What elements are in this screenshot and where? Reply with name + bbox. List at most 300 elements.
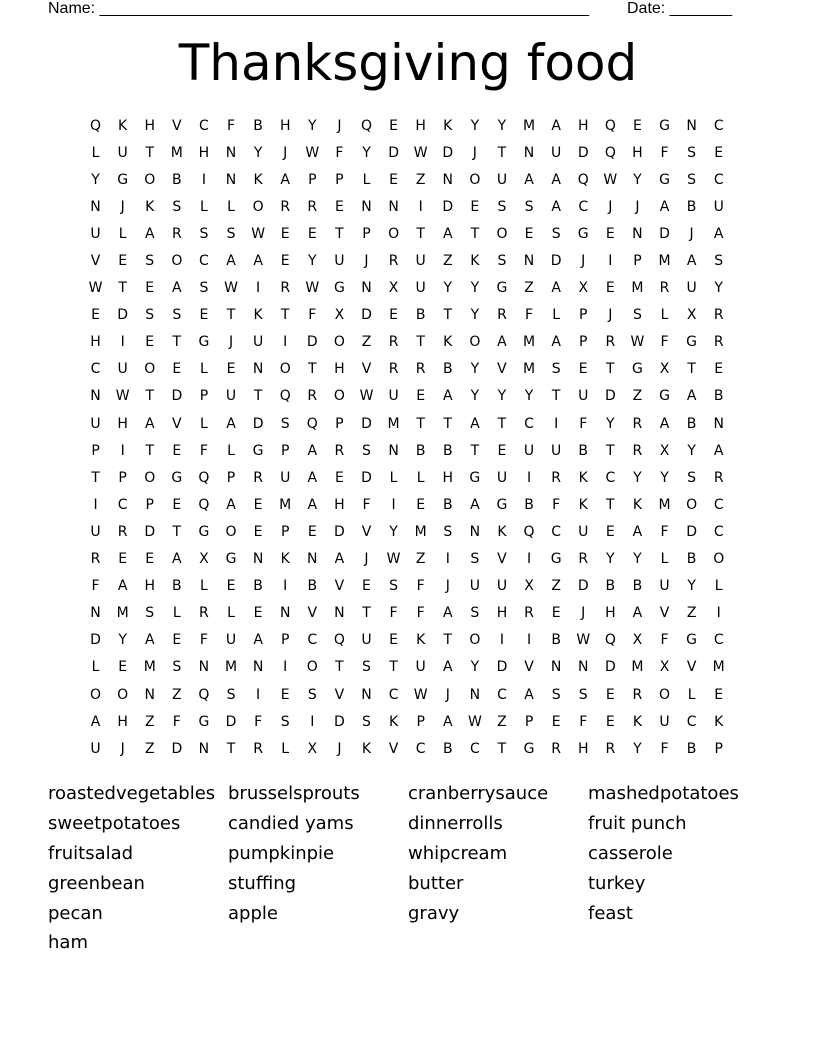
grid-letter: E xyxy=(145,280,155,297)
grid-letter: A xyxy=(524,686,534,703)
grid-letter: A xyxy=(442,388,453,405)
grid-letter: W xyxy=(413,686,428,703)
grid-letter: E xyxy=(253,523,263,540)
grid-letter: B xyxy=(307,578,318,595)
grid-letter: N xyxy=(686,117,697,134)
grid-letter: U xyxy=(90,415,101,432)
grid-letter: U xyxy=(334,253,345,270)
grid-letter: M xyxy=(523,361,536,378)
grid-letter: J xyxy=(337,117,342,134)
grid-letter: K xyxy=(443,117,453,134)
word-list-item: butter xyxy=(408,872,464,894)
grid-letter: S xyxy=(714,253,724,270)
grid-letter: G xyxy=(659,117,670,134)
grid-letter: L xyxy=(552,307,561,324)
grid-letter: N xyxy=(550,659,562,676)
grid-letter: D xyxy=(659,225,670,242)
grid-letter: E xyxy=(172,361,182,378)
grid-letter: E xyxy=(362,578,371,595)
word-list-item: whipcream xyxy=(408,842,508,864)
grid-letter: B xyxy=(713,388,724,405)
grid-letter: N xyxy=(469,686,481,703)
grid-letter: L xyxy=(118,225,127,242)
grid-letter: N xyxy=(523,253,535,270)
grid-letter: R xyxy=(659,280,670,297)
grid-letter: A xyxy=(442,225,453,242)
grid-letter: V xyxy=(497,551,507,568)
grid-letter: H xyxy=(334,496,345,513)
grid-letter: G xyxy=(496,496,508,513)
letter-grid xyxy=(82,112,732,762)
grid-letter: V xyxy=(334,686,345,703)
grid-letter: U xyxy=(117,361,128,378)
grid-letter: I xyxy=(283,334,288,351)
grid-letter: I xyxy=(283,578,288,595)
grid-letter: E xyxy=(145,551,155,568)
grid-letter: C xyxy=(199,253,209,270)
grid-letter: N xyxy=(279,605,291,622)
grid-letter: U xyxy=(415,659,426,676)
grid-letter: T xyxy=(91,469,100,486)
grid-letter: F xyxy=(199,632,208,649)
grid-letter: A xyxy=(497,334,507,351)
grid-letter: F xyxy=(362,496,371,513)
grid-letter: N xyxy=(198,740,210,757)
grid-letter: G xyxy=(198,334,210,351)
grid-letter: O xyxy=(144,361,156,378)
grid-letter: T xyxy=(497,740,507,757)
grid-letter: E xyxy=(497,442,507,459)
grid-letter: U xyxy=(361,632,372,649)
grid-letter: C xyxy=(713,496,724,513)
grid-letter: H xyxy=(577,117,589,134)
grid-letter: U xyxy=(117,144,128,161)
word-list-item: stuffing xyxy=(228,872,297,894)
grid-letter: S xyxy=(226,686,236,703)
page-title: Thanksgiving food xyxy=(178,34,638,92)
grid-letter: P xyxy=(579,334,588,351)
grid-letter: N xyxy=(252,551,264,568)
grid-letter: C xyxy=(90,361,101,378)
grid-letter: U xyxy=(496,578,508,595)
grid-letter: P xyxy=(118,469,127,486)
grid-letter: O xyxy=(279,361,291,378)
grid-letter: R xyxy=(253,740,263,757)
grid-letter: R xyxy=(713,334,724,351)
grid-letter: U xyxy=(713,198,724,215)
word-list-item: sweetpotatoes xyxy=(48,813,181,835)
grid-letter: Q xyxy=(279,388,291,405)
grid-letter: R xyxy=(605,334,616,351)
grid-letter: K xyxy=(497,523,507,540)
grid-letter: B xyxy=(172,171,182,188)
grid-letter: G xyxy=(496,280,508,297)
grid-letter: S xyxy=(578,686,588,703)
grid-letter: T xyxy=(280,307,290,324)
word-list-item: fruit punch xyxy=(588,813,687,835)
grid-letter: N xyxy=(388,442,399,459)
grid-letter: O xyxy=(225,523,237,540)
word-list xyxy=(48,779,768,958)
grid-letter: B xyxy=(253,117,263,134)
grid-letter: E xyxy=(551,605,561,622)
grid-letter: H xyxy=(279,117,291,134)
grid-letter: D xyxy=(577,144,589,161)
grid-letter: M xyxy=(658,496,671,513)
grid-letter: M xyxy=(631,280,644,297)
grid-letter: A xyxy=(686,253,697,270)
grid-letter: E xyxy=(280,686,290,703)
grid-letter: Y xyxy=(660,469,669,486)
grid-letter: M xyxy=(143,659,156,676)
grid-letter: U xyxy=(225,632,237,649)
grid-letter: S xyxy=(199,280,209,297)
grid-letter: A xyxy=(470,415,480,432)
grid-letter: P xyxy=(280,632,290,649)
grid-letter: E xyxy=(91,307,100,324)
grid-letter: E xyxy=(389,307,398,324)
grid-letter: Y xyxy=(687,578,696,595)
word-list-item: dinnerrolls xyxy=(408,813,503,835)
grid-letter: M xyxy=(631,659,644,676)
grid-letter: E xyxy=(118,253,128,270)
grid-letter: P xyxy=(579,307,588,324)
grid-letter: R xyxy=(632,442,643,459)
grid-letter: I xyxy=(526,632,532,649)
grid-letter: U xyxy=(415,253,426,270)
grid-letter: C xyxy=(199,117,209,134)
grid-letter: A xyxy=(117,578,128,595)
grid-letter: H xyxy=(334,361,345,378)
grid-letter: K xyxy=(388,713,399,730)
grid-letter: U xyxy=(578,523,589,540)
grid-letter: B xyxy=(442,496,453,513)
grid-letter: Y xyxy=(91,171,100,188)
grid-letter: S xyxy=(199,225,209,242)
grid-letter: A xyxy=(307,469,318,486)
grid-letter: A xyxy=(551,334,561,351)
grid-letter: H xyxy=(605,605,616,622)
grid-letter: N xyxy=(388,198,399,215)
grid-letter: M xyxy=(523,117,536,134)
grid-letter: T xyxy=(253,388,263,405)
grid-letter: T xyxy=(145,388,155,405)
grid-letter: S xyxy=(551,686,561,703)
grid-letter: R xyxy=(280,280,291,297)
grid-letter: X xyxy=(199,551,209,568)
grid-letter: Z xyxy=(442,253,453,270)
grid-letter: C xyxy=(686,713,697,730)
grid-letter: E xyxy=(714,361,724,378)
grid-letter: A xyxy=(713,225,724,242)
grid-letter: T xyxy=(606,496,615,513)
grid-letter: P xyxy=(524,713,534,730)
name-field[interactable]: Name: _______________________________________________________ xyxy=(48,0,589,17)
header-line xyxy=(48,0,748,20)
grid-letter: Y xyxy=(389,523,398,540)
grid-letter: G xyxy=(659,388,670,405)
grid-letter: K xyxy=(470,253,480,270)
grid-letter: J xyxy=(445,578,450,595)
grid-letter: T xyxy=(389,659,398,676)
grid-letter: J xyxy=(689,225,694,242)
grid-letter: I xyxy=(93,496,98,513)
grid-letter: D xyxy=(604,388,616,405)
grid-letter: A xyxy=(659,198,670,215)
grid-letter: P xyxy=(714,740,723,757)
grid-letter: S xyxy=(145,605,155,622)
grid-letter: I xyxy=(283,659,288,676)
grid-letter: A xyxy=(551,117,561,134)
grid-letter: M xyxy=(116,605,129,622)
grid-letter: E xyxy=(253,496,263,513)
grid-letter: Q xyxy=(360,117,372,134)
grid-letter: D xyxy=(144,523,156,540)
grid-letter: Y xyxy=(470,117,480,134)
grid-letter: E xyxy=(226,578,236,595)
grid-letter: S xyxy=(280,415,290,432)
grid-letter: U xyxy=(496,469,508,486)
grid-letter: Y xyxy=(443,280,453,297)
grid-letter: S xyxy=(362,442,371,459)
grid-letter: Q xyxy=(523,523,535,540)
grid-letter: O xyxy=(659,686,671,703)
grid-letter: S xyxy=(172,307,182,324)
grid-letter: F xyxy=(579,713,588,730)
grid-letter: N xyxy=(713,415,724,432)
grid-letter: N xyxy=(577,659,589,676)
grid-letter: I xyxy=(256,280,261,297)
grid-letter: K xyxy=(361,740,372,757)
grid-letter: B xyxy=(551,632,561,649)
grid-letter: Y xyxy=(497,388,507,405)
grid-letter: D xyxy=(334,713,345,730)
grid-letter: E xyxy=(416,496,426,513)
grid-letter: C xyxy=(524,415,534,432)
grid-letter: N xyxy=(442,171,453,188)
grid-letter: D xyxy=(361,415,372,432)
grid-letter: K xyxy=(145,198,155,215)
grid-letter: Y xyxy=(118,632,127,649)
grid-letter: S xyxy=(172,659,182,676)
grid-letter: F xyxy=(254,713,263,730)
grid-letter: U xyxy=(469,578,480,595)
word-list-item: mashedpotatoes xyxy=(588,783,739,805)
grid-letter: E xyxy=(714,144,724,161)
grid-letter: I xyxy=(256,686,261,703)
grid-letter: J xyxy=(283,144,288,161)
grid-letter: A xyxy=(280,171,290,188)
grid-letter: K xyxy=(578,496,588,513)
grid-letter: M xyxy=(658,253,671,270)
grid-letter: J xyxy=(445,686,450,703)
grid-letter: N xyxy=(252,361,264,378)
grid-letter: A xyxy=(686,388,697,405)
grid-letter: J xyxy=(608,198,613,215)
grid-letter: Y xyxy=(524,388,534,405)
grid-letter: T xyxy=(470,225,480,242)
grid-letter: S xyxy=(470,551,480,568)
grid-letter: P xyxy=(91,442,100,459)
grid-letter: C xyxy=(551,523,562,540)
grid-letter: Z xyxy=(361,334,372,351)
grid-letter: D xyxy=(496,659,508,676)
grid-letter: B xyxy=(253,578,263,595)
grid-letter: O xyxy=(469,171,481,188)
grid-letter: Y xyxy=(497,117,507,134)
grid-letter: C xyxy=(713,171,724,188)
grid-letter: J xyxy=(364,253,369,270)
grid-letter: W xyxy=(224,280,238,297)
grid-letter: Y xyxy=(470,307,480,324)
grid-letter: C xyxy=(497,686,507,703)
grid-letter: B xyxy=(686,198,697,215)
grid-letter: H xyxy=(577,740,589,757)
grid-letter: P xyxy=(335,171,344,188)
grid-letter: P xyxy=(280,442,290,459)
grid-letter: Q xyxy=(198,496,210,513)
grid-letter: G xyxy=(225,551,237,568)
grid-letter: B xyxy=(686,415,697,432)
grid-letter: O xyxy=(469,334,481,351)
grid-letter: O xyxy=(333,388,345,405)
grid-letter: R xyxy=(388,253,399,270)
grid-letter: E xyxy=(172,442,182,459)
grid-letter: O xyxy=(496,225,508,242)
grid-letter: G xyxy=(631,361,643,378)
date-field[interactable]: Date: _______ xyxy=(627,0,732,17)
grid-letter: U xyxy=(90,225,101,242)
grid-letter: H xyxy=(198,144,210,161)
grid-letter: D xyxy=(171,388,183,405)
grid-letter: D xyxy=(442,198,454,215)
grid-letter: E xyxy=(118,551,128,568)
grid-letter: H xyxy=(632,144,643,161)
grid-letter: F xyxy=(335,144,344,161)
grid-letter: O xyxy=(333,334,345,351)
grid-letter: W xyxy=(251,225,266,242)
grid-letter: X xyxy=(524,578,534,595)
grid-letter: Q xyxy=(306,415,318,432)
word-list-item: pecan xyxy=(48,902,103,924)
grid-letter: E xyxy=(253,605,263,622)
grid-letter: T xyxy=(172,334,182,351)
grid-letter: N xyxy=(632,225,643,242)
grid-letter: K xyxy=(416,632,426,649)
grid-letter: J xyxy=(635,198,640,215)
word-list-item: cranberrysauce xyxy=(408,783,549,805)
grid-letter: N xyxy=(90,605,101,622)
grid-letter: T xyxy=(443,415,453,432)
grid-letter: V xyxy=(361,361,372,378)
grid-letter: G xyxy=(333,280,345,297)
grid-letter: R xyxy=(307,198,318,215)
grid-letter: Q xyxy=(198,469,210,486)
grid-letter: K xyxy=(118,117,128,134)
grid-letter: R xyxy=(578,551,589,568)
grid-letter: U xyxy=(225,388,237,405)
grid-letter: E xyxy=(470,198,480,215)
grid-letter: K xyxy=(253,307,263,324)
grid-letter: J xyxy=(364,551,369,568)
grid-letter: Y xyxy=(308,253,317,270)
grid-letter: A xyxy=(90,713,101,730)
grid-letter: T xyxy=(118,280,127,297)
grid-letter: Z xyxy=(172,686,182,703)
grid-letter: W xyxy=(359,388,374,405)
grid-letter: F xyxy=(660,632,669,649)
grid-letter: B xyxy=(442,361,453,378)
word-list-item: brusselsprouts xyxy=(228,783,360,805)
grid-letter: A xyxy=(713,442,724,459)
grid-letter: R xyxy=(632,415,643,432)
grid-letter: J xyxy=(608,307,613,324)
grid-letter: A xyxy=(551,280,561,297)
grid-letter: E xyxy=(280,253,290,270)
grid-letter: T xyxy=(308,361,317,378)
grid-letter: I xyxy=(526,469,532,486)
grid-letter: U xyxy=(551,442,562,459)
grid-letter: E xyxy=(605,713,615,730)
grid-letter: R xyxy=(307,388,318,405)
grid-letter: E xyxy=(605,686,615,703)
grid-letter: E xyxy=(307,225,317,242)
grid-letter: Z xyxy=(415,171,426,188)
grid-letter: S xyxy=(687,171,697,188)
grid-letter: S xyxy=(497,253,507,270)
grid-letter: D xyxy=(117,307,129,324)
grid-letter: Q xyxy=(604,117,616,134)
grid-letter: E xyxy=(632,117,642,134)
grid-letter: O xyxy=(171,253,183,270)
grid-letter: B xyxy=(172,578,182,595)
grid-letter: V xyxy=(90,253,101,270)
grid-letter: H xyxy=(144,578,155,595)
grid-letter: T xyxy=(335,225,344,242)
grid-letter: D xyxy=(577,578,589,595)
grid-letter: L xyxy=(714,578,723,595)
grid-letter: T xyxy=(416,225,425,242)
grid-letter: F xyxy=(172,713,181,730)
grid-letter: U xyxy=(90,740,101,757)
grid-letter: K xyxy=(443,334,453,351)
grid-letter: C xyxy=(713,117,724,134)
grid-letter: K xyxy=(280,551,290,568)
grid-letter: E xyxy=(145,334,155,351)
grid-letter: P xyxy=(335,415,344,432)
grid-letter: S xyxy=(389,578,399,595)
grid-letter: E xyxy=(172,632,182,649)
grid-letter: N xyxy=(361,686,372,703)
grid-letter: E xyxy=(334,198,344,215)
grid-letter: Q xyxy=(333,632,345,649)
grid-letter: S xyxy=(687,469,697,486)
grid-letter: D xyxy=(171,740,183,757)
grid-letter: Y xyxy=(606,551,615,568)
grid-letter: E xyxy=(551,713,561,730)
grid-letter: X xyxy=(659,659,670,676)
grid-letter: P xyxy=(145,496,154,513)
grid-letter: T xyxy=(470,442,480,459)
grid-letter: D xyxy=(361,307,372,324)
grid-letter: S xyxy=(145,253,155,270)
grid-letter: Z xyxy=(632,388,643,405)
grid-letter: O xyxy=(469,632,481,649)
grid-letter: U xyxy=(578,388,589,405)
grid-letter: Z xyxy=(144,740,155,757)
grid-letter: N xyxy=(252,659,264,676)
grid-letter: D xyxy=(306,334,318,351)
